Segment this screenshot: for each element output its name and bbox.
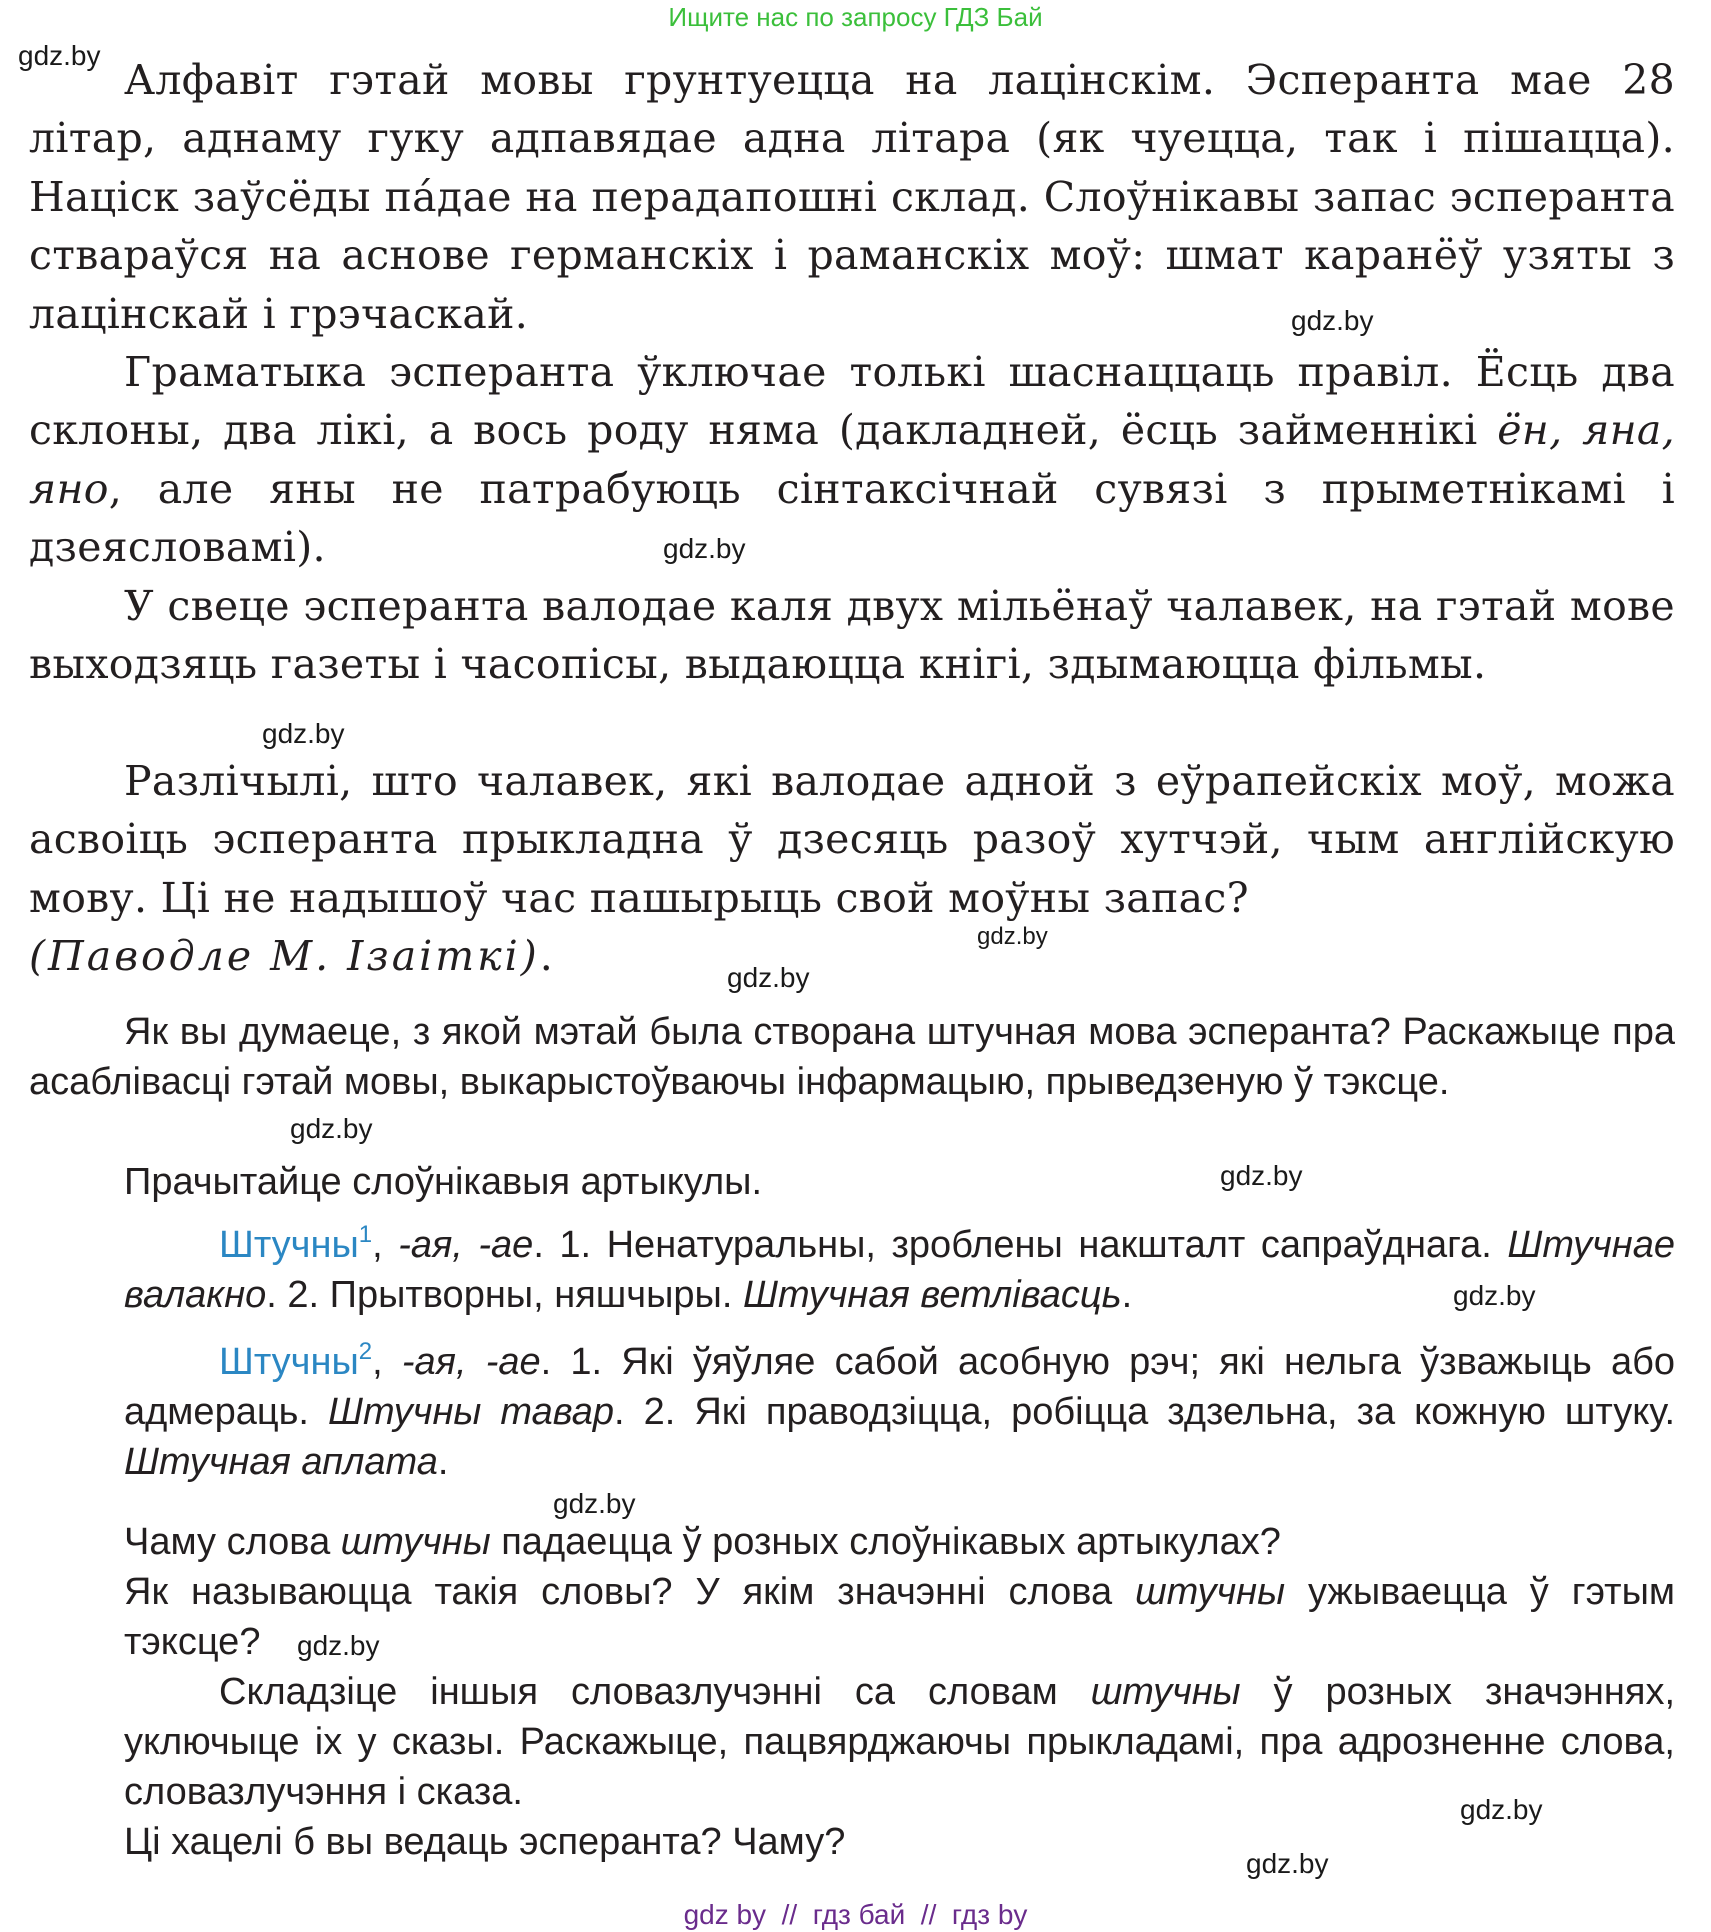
watermark: gdz.by xyxy=(663,533,746,564)
entry-1-example-2: Штучная ветлівасць xyxy=(742,1274,1122,1316)
text-paragraph-4 xyxy=(29,752,1675,986)
source-citation-dot: . xyxy=(539,932,554,981)
task-instruction-read: Прачытайце слоўнікавыя артыкулы. xyxy=(124,1161,763,1203)
entry-1-example-1: Штучнае валакно xyxy=(124,1224,1675,1316)
entry-2-headword: Штучны$^2$ xyxy=(219,1338,373,1383)
paragraph-2-end: , але яны не патрабуюць сінтаксічнай сувязі з прыметнікамі і дзеясловамі). xyxy=(29,464,1675,572)
watermark: gdz.by xyxy=(262,718,345,749)
watermark: gdz.by xyxy=(553,1488,636,1519)
text-paragraph-3: У свеце эсперанта валодае каля двух мільёнаў чалавек, на гэтай мове выходзяць газеты і часопісы, выдаюцца кнігі, здымаюцца фільмы. xyxy=(29,582,1675,689)
word-shtuchny: штучны xyxy=(1135,1571,1286,1613)
entry-1-headword: Штучны$^1$ xyxy=(219,1221,373,1266)
word-shtuchny: штучны xyxy=(1090,1671,1241,1713)
entry-1-endings: -ая, -ае xyxy=(398,1224,534,1266)
entry-2-superscript: 2 xyxy=(358,1338,373,1365)
watermark: gdz.by xyxy=(977,923,1048,950)
top-banner[interactable]: Ищите нас по запросу ГДЗ Бай xyxy=(668,2,1043,32)
dictionary-entry-2: Штучны$^2$, -ая, -ае. 1. Які ўяўляе сабой асобную рэч; які нельга ўзважыць або адмераць. Штучны тавар. 2. Які праводзіцца, робіцца здзельна, за кожную штуку. Штучная аплата. xyxy=(124,1338,1676,1483)
task-question-3: Як называюцца такія словы? У якім значэнні слова штучны ужываецца ў гэтым тэксце? xyxy=(124,1571,1676,1663)
watermark: gdz.by xyxy=(18,40,101,71)
text-paragraph-1: Алфавіт гэтай мовы грунтуецца на лацінскім. Эсперанта мае 28 літар, аднаму гуку адпавядае адна літара (як чуецца, так і пішацца). Націск заўсёды па́дае на перадапошні склад. Слоўнікавы запас эсперанта стварaўся на аснове германскіх і раманскіх моў: шмат каранёў узяты з лацінскай і грэчаскай. xyxy=(29,56,1675,338)
task-question-1: Як вы думаеце, з якой мэтай была створана штучная мова эсперанта? Раскажыце пра асаблівасці гэтай мовы, выкарыстоўваючы інфармацыю, прыведзеную ў тэксце. xyxy=(29,1011,1675,1103)
watermark: gdz.by xyxy=(727,962,810,993)
dictionary-entry-1: Штучны$^1$, -ая, -ае. 1. Ненатуральны, зроблены накшталт сапраўднага. Штучнае валакно. 2. Прытворны, няшчыры. Штучная ветлівасць. xyxy=(124,1221,1675,1316)
watermark: gdz.by xyxy=(297,1630,380,1661)
entry-1-superscript: 1 xyxy=(358,1221,373,1248)
watermark: gdz.by xyxy=(1460,1794,1543,1825)
watermark: gdz.by xyxy=(290,1113,373,1144)
watermark: gdz.by xyxy=(1453,1280,1536,1311)
entry-2-endings: -ая, -ае xyxy=(401,1341,541,1383)
watermark: gdz.by xyxy=(1291,305,1374,336)
task-question-4: Складзіце іншыя словазлучэнні са словам штучны ў розных значэннях, уключыце іх у сказы. Раскажыце, пацвярджаючы прыкладамі, пра адрозненне слова, словазлучэння і сказа. xyxy=(124,1671,1676,1813)
entry-2-example-1: Штучны тавар xyxy=(328,1391,615,1433)
paragraph-4-body: Разлічылі, што чалавек, які валодае адной з еўрапейскіх моў, можа асвоіць эсперанта прыкладна ў дзесяць разоў хутчэй, чым англійскую мову. Ці не надышоў час пашырыць свой моўны запас? xyxy=(29,757,1675,922)
source-citation: (Паводле М. Ізаіткі) xyxy=(29,932,540,981)
watermark: gdz.by xyxy=(1246,1848,1329,1879)
text-paragraph-2 xyxy=(29,343,1675,577)
task-question-5: Ці хацелі б вы ведаць эсперанта? Чаму? xyxy=(124,1821,846,1863)
entry-2-example-2: Штучная аплата xyxy=(124,1441,438,1483)
word-shtuchny: штучны xyxy=(340,1521,491,1563)
watermark: gdz.by xyxy=(1220,1160,1303,1191)
task-question-2: Чаму слова штучны падаецца ў розных слоўнікавых артыкулах? xyxy=(124,1521,1281,1563)
footer-links[interactable]: gdz by // гдз бай // гдз by xyxy=(683,1899,1028,1930)
paragraph-2-start: Граматыка эсперанта ўключае толькі шаснаццаць правіл. Ёсць два склоны, два лікі, а вось роду няма (дакладней, ёсць займеннікі xyxy=(29,348,1675,455)
pronouns-italic: ён, яна, яно xyxy=(29,406,1675,513)
